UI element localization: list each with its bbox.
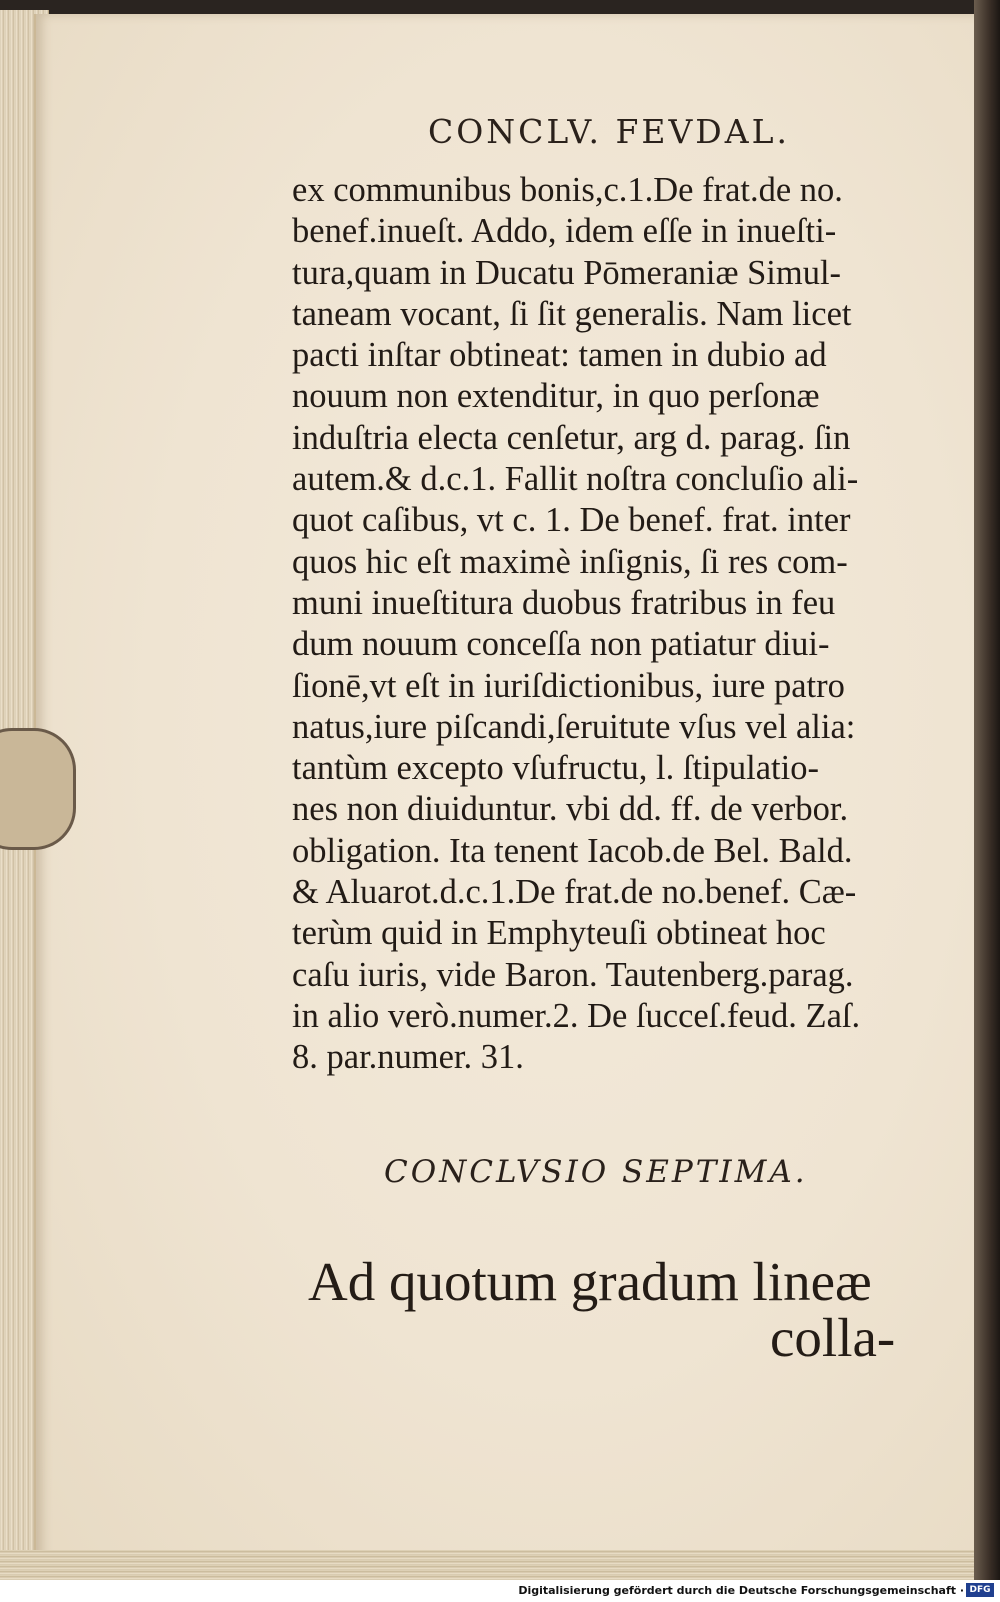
text-line: ſionē,vt eſt in iuriſdictionibus, iure patro (292, 666, 845, 705)
text-line: obligation. Ita tenent Iacob.de Bel. Bald. (292, 831, 853, 870)
text-line: quos hic eſt maximè inſignis, ſi res com- (292, 542, 848, 581)
text-line: caſu iuris, vide Baron. Tautenberg.parag. (292, 955, 854, 994)
text-line: induſtria electa cenſetur, arg d. parag. ſin (292, 418, 851, 457)
digitization-credit: Digitalisierung gefördert durch die Deutsche Forschungsgemeinschaft · (518, 1584, 964, 1597)
text-line: in alio verò.numer.2. De ſucceſ.feud. Zaſ. (292, 996, 861, 1035)
running-head: CONCLV. FEVDAL. (428, 112, 790, 151)
text-line: pacti inſtar obtineat: tamen in dubio ad (292, 336, 827, 375)
opening-line: Ad quotum gradum lineæ (308, 1251, 872, 1312)
text-line: & Aluarot.d.c.1.De frat.de no.benef. Cæ- (292, 873, 857, 912)
text-line: ex communibus bonis,c.1.De frat.de no. (292, 171, 843, 209)
section-heading: CONCLVSIO SEPTIMA. (384, 1154, 808, 1190)
text-line: nouum non extenditur, in quo perſonæ (292, 377, 820, 416)
text-line: natus,iure piſcandi,ſeruitute vſus vel alia: (292, 707, 856, 746)
text-line: benef.inueſt. Addo, idem eſſe in inueſti- (292, 212, 837, 251)
text-line: tantùm excepto vſufructu, l. ſtipulatio- (292, 749, 819, 788)
dfg-logo: DFG (966, 1583, 994, 1597)
catchword: colla- (770, 1307, 896, 1368)
body-text (292, 170, 964, 1079)
text-line: dum nouum conceſſa non patiatur diui- (292, 625, 830, 664)
bookmark-ribbon (0, 728, 76, 850)
text-line: taneam vocant, ſi ſit generalis. Nam licet (292, 294, 852, 333)
text-line: tura,quam in Ducatu Pōmeraniæ Simul- (292, 253, 842, 292)
page-edge-bottom (0, 1550, 974, 1580)
text-line: muni inueſtitura duobus fratribus in feu (292, 583, 836, 622)
text-line: quot caſibus, vt c. 1. De benef. frat. inter (292, 501, 851, 540)
scan-background-right (974, 0, 1000, 1580)
text-line: nes non diuiduntur. vbi dd. ff. de verbor. (292, 790, 849, 829)
text-line: 8. par.numer. 31. (292, 1038, 524, 1077)
text-line: autem.& d.c.1. Fallit noſtra concluſio ali- (292, 460, 859, 499)
text-line: terùm quid in Emphyteuſi obtineat hoc (292, 914, 826, 953)
